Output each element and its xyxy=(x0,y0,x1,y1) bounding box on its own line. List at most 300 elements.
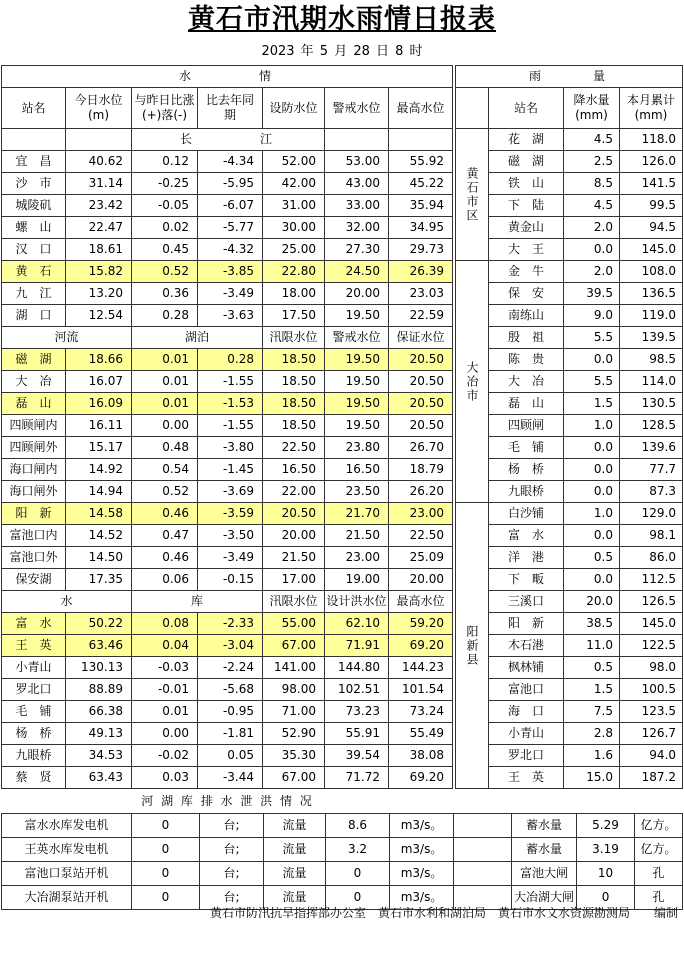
threshold-2: 144.80 xyxy=(325,657,389,679)
section-spacer xyxy=(325,129,389,151)
threshold-3: 20.50 xyxy=(389,349,453,371)
unit-label: 台; xyxy=(200,814,264,838)
station-name: 磁 湖 xyxy=(489,151,564,173)
change-vs-last-year: -3.04 xyxy=(198,635,263,657)
rain-station-row xyxy=(456,635,683,657)
change-vs-last-year: -3.44 xyxy=(198,767,263,789)
report-date: 2023 年 5 月 28 日 8 时 xyxy=(261,44,423,59)
station-name: 富池口内 xyxy=(2,525,66,547)
change-vs-yesterday: 0.47 xyxy=(132,525,198,547)
threshold-1: 55.00 xyxy=(263,613,325,635)
flow-label: 流量 xyxy=(264,886,326,910)
change-vs-yesterday: 0.45 xyxy=(132,239,198,261)
station-name: 四顾闸内 xyxy=(2,415,66,437)
storage-label: 蓄水量 xyxy=(512,838,577,862)
threshold-3: 26.20 xyxy=(389,481,453,503)
rain-station-row xyxy=(456,459,683,481)
threshold-3: 35.94 xyxy=(389,195,453,217)
today-level: 16.07 xyxy=(66,371,132,393)
storage-label: 富池大闸 xyxy=(512,862,577,886)
threshold-3: 26.39 xyxy=(389,261,453,283)
month-total: 126.0 xyxy=(620,151,683,173)
station-name: 富 水 xyxy=(489,525,564,547)
drainage-row xyxy=(2,814,683,838)
rain-station-row xyxy=(456,657,683,679)
change-vs-last-year: -5.77 xyxy=(198,217,263,239)
section-title-row xyxy=(2,327,453,349)
station-name: 三溪口 xyxy=(489,591,564,613)
unit-label: 台; xyxy=(200,838,264,862)
rainfall-value: 0.0 xyxy=(564,569,620,591)
rainfall-value: 15.0 xyxy=(564,767,620,789)
rain-station-row xyxy=(456,415,683,437)
rainfall-value: 5.5 xyxy=(564,327,620,349)
unit-count: 0 xyxy=(132,862,200,886)
month-total: 86.0 xyxy=(620,547,683,569)
rain-header-row xyxy=(456,66,683,88)
threshold-1: 22.50 xyxy=(263,437,325,459)
change-vs-yesterday: 0.46 xyxy=(132,547,198,569)
storage-value: 10 xyxy=(577,862,635,886)
flow-value: 0 xyxy=(326,886,390,910)
threshold-1: 22.80 xyxy=(263,261,325,283)
storage-value: 3.19 xyxy=(577,838,635,862)
station-name: 宜 昌 xyxy=(2,151,66,173)
change-vs-yesterday: 0.03 xyxy=(132,767,198,789)
threshold-1: 18.50 xyxy=(263,393,325,415)
change-vs-last-year: -3.49 xyxy=(198,283,263,305)
threshold-3: 29.73 xyxy=(389,239,453,261)
month-total: 118.0 xyxy=(620,129,683,151)
threshold-2: 23.50 xyxy=(325,481,389,503)
today-level: 15.82 xyxy=(66,261,132,283)
rainfall-value: 38.5 xyxy=(564,613,620,635)
change-vs-last-year: -5.68 xyxy=(198,679,263,701)
change-vs-last-year: -1.55 xyxy=(198,415,263,437)
month-total: 145.0 xyxy=(620,613,683,635)
station-row xyxy=(2,195,453,217)
rainfall-value: 39.5 xyxy=(564,283,620,305)
station-row xyxy=(2,283,453,305)
threshold-2: 102.51 xyxy=(325,679,389,701)
column-header: 比去年同 期 xyxy=(198,88,263,129)
rainfall-value: 1.0 xyxy=(564,503,620,525)
station-name: 富池口 xyxy=(489,679,564,701)
threshold-2: 19.50 xyxy=(325,349,389,371)
district-label: 黄石市区 xyxy=(456,129,489,261)
threshold-3: 18.79 xyxy=(389,459,453,481)
station-name: 沙 市 xyxy=(2,173,66,195)
station-name: 毛 铺 xyxy=(489,437,564,459)
rainfall-value: 20.0 xyxy=(564,591,620,613)
storage-unit: 亿方。 xyxy=(635,838,683,862)
storage-value: 5.29 xyxy=(577,814,635,838)
month-total: 130.5 xyxy=(620,393,683,415)
station-name: 王 英 xyxy=(489,767,564,789)
station-name: 南练山 xyxy=(489,305,564,327)
today-level: 14.92 xyxy=(66,459,132,481)
unit-count: 0 xyxy=(132,814,200,838)
station-name: 小青山 xyxy=(2,657,66,679)
rainfall-value: 0.0 xyxy=(564,459,620,481)
change-vs-yesterday: 0.01 xyxy=(132,371,198,393)
rain-station-row xyxy=(456,591,683,613)
station-name: 阳 新 xyxy=(489,613,564,635)
today-level: 16.09 xyxy=(66,393,132,415)
section-column-header: 汛限水位 xyxy=(263,327,325,349)
threshold-2: 62.10 xyxy=(325,613,389,635)
rain-column-header-row xyxy=(456,88,683,129)
today-level: 18.66 xyxy=(66,349,132,371)
threshold-1: 71.00 xyxy=(263,701,325,723)
section-title-b: 湖泊 xyxy=(132,327,263,349)
station-row xyxy=(2,239,453,261)
threshold-2: 39.54 xyxy=(325,745,389,767)
station-row xyxy=(2,393,453,415)
threshold-1: 17.00 xyxy=(263,569,325,591)
today-level: 63.46 xyxy=(66,635,132,657)
month-total: 123.5 xyxy=(620,701,683,723)
month-total: 77.7 xyxy=(620,459,683,481)
rain-station-row xyxy=(456,261,683,283)
change-vs-last-year: -0.15 xyxy=(198,569,263,591)
rain-station-row xyxy=(456,305,683,327)
report-title: 黄石市汛期水雨情日报表 xyxy=(188,4,496,35)
water-section-header: 水 情 xyxy=(2,66,453,88)
rainfall-value: 1.5 xyxy=(564,393,620,415)
station-row xyxy=(2,371,453,393)
section-column-header: 保证水位 xyxy=(389,327,453,349)
month-total: 98.5 xyxy=(620,349,683,371)
flow-unit: m3/s。 xyxy=(390,838,454,862)
threshold-2: 19.50 xyxy=(325,415,389,437)
threshold-1: 22.00 xyxy=(263,481,325,503)
today-level: 31.14 xyxy=(66,173,132,195)
section-column-header: 最高水位 xyxy=(389,591,453,613)
station-name: 罗北口 xyxy=(2,679,66,701)
change-vs-yesterday: 0.01 xyxy=(132,393,198,415)
section-title: 长 江 xyxy=(132,129,325,151)
month-total: 100.5 xyxy=(620,679,683,701)
station-row xyxy=(2,261,453,283)
threshold-1: 98.00 xyxy=(263,679,325,701)
station-row xyxy=(2,767,453,789)
threshold-2: 53.00 xyxy=(325,151,389,173)
drainage-title-spacer xyxy=(454,790,683,814)
today-level: 63.43 xyxy=(66,767,132,789)
month-total: 98.0 xyxy=(620,657,683,679)
station-row xyxy=(2,547,453,569)
station-name: 九眼桥 xyxy=(2,745,66,767)
divider-cell xyxy=(454,838,512,862)
threshold-3: 25.09 xyxy=(389,547,453,569)
threshold-3: 22.59 xyxy=(389,305,453,327)
unit-label: 台; xyxy=(200,886,264,910)
unit-count: 0 xyxy=(132,838,200,862)
threshold-3: 20.00 xyxy=(389,569,453,591)
threshold-1: 67.00 xyxy=(263,767,325,789)
change-vs-last-year: -3.50 xyxy=(198,525,263,547)
station-row xyxy=(2,525,453,547)
threshold-2: 71.91 xyxy=(325,635,389,657)
change-vs-yesterday: 0.28 xyxy=(132,305,198,327)
district-label: 大冶市 xyxy=(456,261,489,503)
rain-station-row xyxy=(456,679,683,701)
change-vs-yesterday: 0.54 xyxy=(132,459,198,481)
change-vs-yesterday: 0.12 xyxy=(132,151,198,173)
column-header-blank xyxy=(456,88,489,129)
today-level: 34.53 xyxy=(66,745,132,767)
rain-station-row xyxy=(456,195,683,217)
threshold-3: 20.50 xyxy=(389,415,453,437)
rain-station-row xyxy=(456,371,683,393)
rain-station-row xyxy=(456,393,683,415)
threshold-1: 42.00 xyxy=(263,173,325,195)
rainfall-value: 0.0 xyxy=(564,437,620,459)
section-spacer xyxy=(2,129,66,151)
threshold-1: 18.00 xyxy=(263,283,325,305)
rain-station-row xyxy=(456,217,683,239)
threshold-2: 21.50 xyxy=(325,525,389,547)
month-total: 99.5 xyxy=(620,195,683,217)
change-vs-yesterday: 0.02 xyxy=(132,217,198,239)
change-vs-last-year: -0.95 xyxy=(198,701,263,723)
flow-value: 8.6 xyxy=(326,814,390,838)
station-name: 白沙铺 xyxy=(489,503,564,525)
station-name: 富池口外 xyxy=(2,547,66,569)
section-title-a: 水 xyxy=(2,591,132,613)
threshold-2: 32.00 xyxy=(325,217,389,239)
storage-unit: 孔 xyxy=(635,862,683,886)
station-row xyxy=(2,679,453,701)
station-name: 城陵矶 xyxy=(2,195,66,217)
station-row xyxy=(2,217,453,239)
section-title-b: 库 xyxy=(132,591,263,613)
rainfall-value: 1.5 xyxy=(564,679,620,701)
station-row xyxy=(2,173,453,195)
today-level: 15.17 xyxy=(66,437,132,459)
today-level: 66.38 xyxy=(66,701,132,723)
threshold-1: 20.00 xyxy=(263,525,325,547)
month-total: 145.0 xyxy=(620,239,683,261)
rainfall-value: 2.0 xyxy=(564,217,620,239)
storage-label: 蓄水量 xyxy=(512,814,577,838)
station-row xyxy=(2,349,453,371)
threshold-2: 19.00 xyxy=(325,569,389,591)
station-name: 黄金山 xyxy=(489,217,564,239)
change-vs-last-year: -1.53 xyxy=(198,393,263,415)
station-row xyxy=(2,481,453,503)
divider-cell xyxy=(454,862,512,886)
drainage-title-row xyxy=(2,790,683,814)
flow-unit: m3/s。 xyxy=(390,886,454,910)
change-vs-yesterday: 0.06 xyxy=(132,569,198,591)
column-header: 降水量(mm) xyxy=(564,88,620,129)
station-name: 湖 口 xyxy=(2,305,66,327)
threshold-2: 19.50 xyxy=(325,305,389,327)
change-vs-yesterday: 0.48 xyxy=(132,437,198,459)
today-level: 14.50 xyxy=(66,547,132,569)
station-name: 螺 山 xyxy=(2,217,66,239)
threshold-1: 25.00 xyxy=(263,239,325,261)
month-total: 139.5 xyxy=(620,327,683,349)
month-total: 87.3 xyxy=(620,481,683,503)
facility-name: 富水水库发电机 xyxy=(2,814,132,838)
month-total: 94.5 xyxy=(620,217,683,239)
report-footer: 黄石市防汛抗旱指挥部办公室 黄石市水利和湖泊局 黄石市水文水资源勘测局 编制 xyxy=(209,906,678,920)
station-row xyxy=(2,437,453,459)
rainfall-value: 0.0 xyxy=(564,525,620,547)
water-header-row xyxy=(2,66,453,88)
station-row xyxy=(2,503,453,525)
station-name: 保 安 xyxy=(489,283,564,305)
district-label: 阳新县 xyxy=(456,503,489,789)
rain-station-row xyxy=(456,701,683,723)
station-name: 保安湖 xyxy=(2,569,66,591)
threshold-1: 18.50 xyxy=(263,349,325,371)
rain-station-row xyxy=(456,283,683,305)
station-name: 汉 口 xyxy=(2,239,66,261)
month-total: 139.6 xyxy=(620,437,683,459)
change-vs-last-year: -6.07 xyxy=(198,195,263,217)
change-vs-yesterday: -0.02 xyxy=(132,745,198,767)
threshold-3: 144.23 xyxy=(389,657,453,679)
station-name: 花 湖 xyxy=(489,129,564,151)
threshold-3: 23.03 xyxy=(389,283,453,305)
today-level: 14.52 xyxy=(66,525,132,547)
threshold-2: 55.91 xyxy=(325,723,389,745)
rain-station-row xyxy=(456,129,683,151)
change-vs-yesterday: 0.36 xyxy=(132,283,198,305)
month-total: 126.5 xyxy=(620,591,683,613)
rainfall-value: 0.0 xyxy=(564,481,620,503)
today-level: 88.89 xyxy=(66,679,132,701)
rainfall-value: 4.5 xyxy=(564,195,620,217)
column-header: 今日水位(m) xyxy=(66,88,132,129)
station-name: 小青山 xyxy=(489,723,564,745)
month-total: 128.5 xyxy=(620,415,683,437)
threshold-1: 16.50 xyxy=(263,459,325,481)
threshold-2: 21.70 xyxy=(325,503,389,525)
today-level: 17.35 xyxy=(66,569,132,591)
rain-station-row xyxy=(456,503,683,525)
station-row xyxy=(2,635,453,657)
threshold-3: 101.54 xyxy=(389,679,453,701)
section-spacer xyxy=(66,129,132,151)
month-total: 187.2 xyxy=(620,767,683,789)
divider-cell xyxy=(454,814,512,838)
section-title-row xyxy=(2,591,453,613)
threshold-1: 18.50 xyxy=(263,371,325,393)
station-name: 富 水 xyxy=(2,613,66,635)
rainfall-value: 0.5 xyxy=(564,657,620,679)
station-name: 毛 铺 xyxy=(2,701,66,723)
station-name: 海口闸外 xyxy=(2,481,66,503)
threshold-3: 23.00 xyxy=(389,503,453,525)
threshold-3: 20.50 xyxy=(389,371,453,393)
rainfall-value: 1.6 xyxy=(564,745,620,767)
station-row xyxy=(2,415,453,437)
water-level-table xyxy=(1,65,453,789)
rain-station-row xyxy=(456,745,683,767)
storage-value: 0 xyxy=(577,886,635,910)
station-row xyxy=(2,745,453,767)
station-row xyxy=(2,569,453,591)
station-name: 金 牛 xyxy=(489,261,564,283)
station-name: 下 陆 xyxy=(489,195,564,217)
column-header: 设防水位 xyxy=(263,88,325,129)
threshold-1: 35.30 xyxy=(263,745,325,767)
rainfall-value: 7.5 xyxy=(564,701,620,723)
storage-unit: 亿方。 xyxy=(635,814,683,838)
unit-label: 台; xyxy=(200,862,264,886)
today-level: 23.42 xyxy=(66,195,132,217)
threshold-1: 17.50 xyxy=(263,305,325,327)
station-name: 木石港 xyxy=(489,635,564,657)
threshold-2: 19.50 xyxy=(325,371,389,393)
month-total: 98.1 xyxy=(620,525,683,547)
month-total: 136.5 xyxy=(620,283,683,305)
threshold-1: 52.00 xyxy=(263,151,325,173)
station-name: 磊 山 xyxy=(2,393,66,415)
rainfall-value: 9.0 xyxy=(564,305,620,327)
station-name: 杨 桥 xyxy=(2,723,66,745)
change-vs-last-year: -3.63 xyxy=(198,305,263,327)
change-vs-last-year: -2.24 xyxy=(198,657,263,679)
change-vs-yesterday: 0.52 xyxy=(132,261,198,283)
today-level: 50.22 xyxy=(66,613,132,635)
today-level: 14.94 xyxy=(66,481,132,503)
section-column-header: 设计洪水位 xyxy=(325,591,389,613)
threshold-3: 59.20 xyxy=(389,613,453,635)
station-name: 九 江 xyxy=(2,283,66,305)
change-vs-yesterday: -0.25 xyxy=(132,173,198,195)
change-vs-last-year: 0.28 xyxy=(198,349,263,371)
station-name: 阳 新 xyxy=(2,503,66,525)
column-header: 站名 xyxy=(2,88,66,129)
column-header: 站名 xyxy=(489,88,564,129)
today-level: 13.20 xyxy=(66,283,132,305)
station-name: 蔡 贤 xyxy=(2,767,66,789)
station-name: 大 王 xyxy=(489,239,564,261)
station-name: 磊 山 xyxy=(489,393,564,415)
rainfall-value: 2.5 xyxy=(564,151,620,173)
change-vs-yesterday: -0.03 xyxy=(132,657,198,679)
month-total: 119.0 xyxy=(620,305,683,327)
threshold-2: 43.00 xyxy=(325,173,389,195)
rainfall-value: 4.5 xyxy=(564,129,620,151)
change-vs-yesterday: 0.08 xyxy=(132,613,198,635)
threshold-2: 23.00 xyxy=(325,547,389,569)
threshold-2: 71.72 xyxy=(325,767,389,789)
today-level: 16.11 xyxy=(66,415,132,437)
threshold-3: 38.08 xyxy=(389,745,453,767)
change-vs-last-year: -1.81 xyxy=(198,723,263,745)
month-total: 126.7 xyxy=(620,723,683,745)
rain-station-row xyxy=(456,481,683,503)
drainage-table xyxy=(1,790,683,910)
station-name: 殷 祖 xyxy=(489,327,564,349)
station-name: 王 英 xyxy=(2,635,66,657)
rain-station-row xyxy=(456,151,683,173)
station-row xyxy=(2,701,453,723)
station-name: 海 口 xyxy=(489,701,564,723)
storage-unit: 孔 xyxy=(635,886,683,910)
rain-station-row xyxy=(456,767,683,789)
station-row xyxy=(2,723,453,745)
rain-station-row xyxy=(456,437,683,459)
threshold-3: 26.70 xyxy=(389,437,453,459)
